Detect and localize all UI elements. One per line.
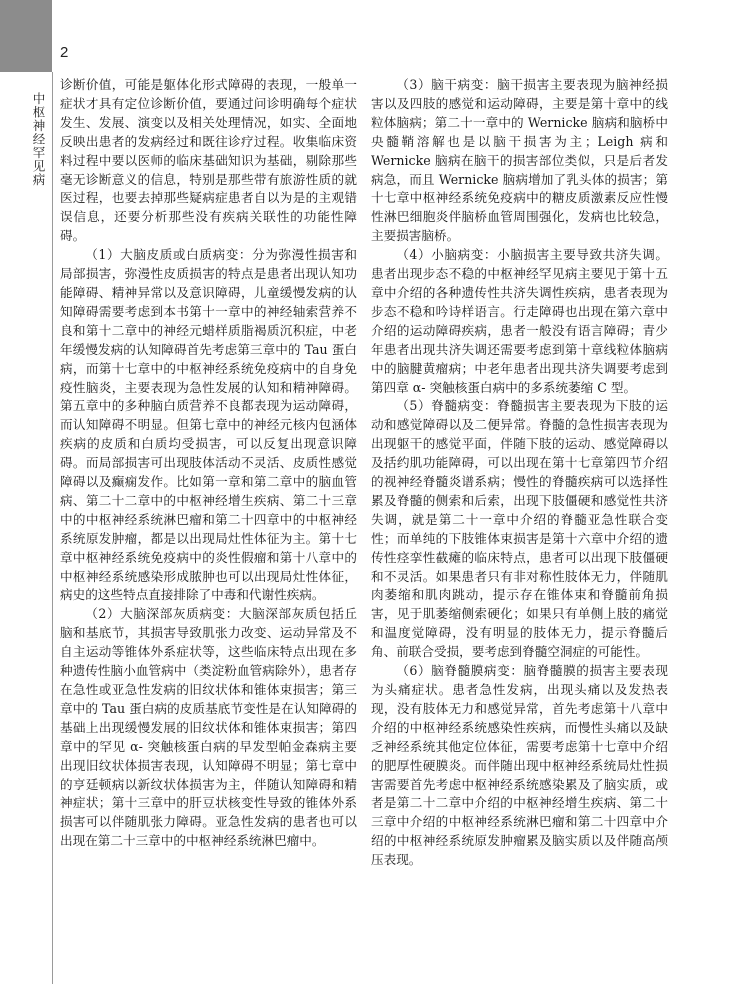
paragraph-intro-continued: 诊断价值，可能是躯体化形式障碍的表现，一般单一症状才具有定位诊断价值，要通过问诊明确每个症状发生、发展、演变以及相关处理情况，如实、全面地反映出患者的发病经过和既往诊疗过程。收集临床资料过程中要以医师的临床基础知识为基础，剔除那些毫无诊断意义的信息，特别是那些带有旅游性质的就医过程，也要去掉那些疑病症患者自以为是的主观错误信息，还要分析那些没有疾病关联性的功能性障碍。 bbox=[60, 77, 357, 244]
paragraph-cortex-white-matter: （1）大脑皮质或白质病变：分为弥漫性损害和局部损害，弥漫性皮质损害的特点是患者出现认知功能障碍、精神异常以及意识障碍，儿童缓慢发病的认知障碍需要考虑到本书第十一章中的神经轴索营养不良和第十二章中的神经元蜡样质脂褐质沉积症，中老年缓慢发病的认知障碍首先考虑第三章中的 Tau 蛋白病，而第十七章中的中枢神经系统免疫病中的自身免疫性脑炎，主要表现为急性发展的认知和精神障碍。第五章中的多种脑白质营养不良都表现为运动障碍，而认知障碍不明显。但第七章中的神经元核内包涵体疾病的皮质和白质均受损害，可以反复出现意识障碍。而局部损害可出现肢体活动不灵活、皮质性感觉障碍以及癫痫发作。比如第一章和第二章中的脑血管病、第二十二章中的中枢神经增生疾病、第二十三章中的中枢神经系统淋巴瘤和第二十四章中的中枢神经系统原发肿瘤，都是以出现局灶性体征为主。第十七章中枢神经系统免疫病中的炎性假瘤和第十八章中的中枢神经系统感染形成脓肿也可以出现局灶性体征，病史的这些特点直接排除了中毒和代谢性疾病。 bbox=[60, 247, 357, 603]
right-text-column bbox=[371, 76, 668, 870]
chapter-tab-block bbox=[0, 0, 52, 72]
page-number: 2 bbox=[60, 44, 69, 61]
paragraph-deep-gray-matter: （2）大脑深部灰质病变：大脑深部灰质包括丘脑和基底节，其损害导致肌张力改变、运动异常及不自主运动等锥体外系症状等，这些临床特点出现在多种遗传性脑小血管病中（类淀粉血管病除外），患者存在急性或亚急性发病的旧纹状体和锥体束损害；第三章中的 Tau 蛋白病的皮质基底节变性是在认知障碍的基础上出现缓慢发展的旧纹状体和锥体束损害；第四章中的罕见 α- 突触核蛋白病的早发型帕金森病主要出现旧纹状体损害表现，认知障碍不明显；第七章中的亨廷顿病以新纹状体损害为主，伴随认知障碍和精神症状；第十三章中的肝豆状核变性导致的锥体外系损害可以伴随肌张力障碍。亚急性发病的患者也可以出现在第二十三章中的中枢神经系统淋巴瘤中。 bbox=[60, 606, 357, 849]
paragraph-spinal-cord: （5）脊髓病变：脊髓损害主要表现为下肢的运动和感觉障碍以及二便异常。脊髓的急性损害表现为出现躯干的感觉平面，伴随下肢的运动、感觉障碍以及括约肌功能障碍，可以出现在第十七章第四节介绍的视神经脊髓炎谱系病；慢性的脊髓疾病可以选择性累及脊髓的侧索和后索，出现下肢僵硬和感觉性共济失调，就是第二十一章中介绍的脊髓亚急性联合变性；而单纯的下肢锥体束损害是第十六章中介绍的遗传性痉挛性截瘫的临床特点，患者可以出现下肢僵硬和不灵活。如果患者只有非对称性肢体无力，伴随肌肉萎缩和肌肉跳动，提示存在锥体束和脊髓前角损害，见于肌萎缩侧索硬化；如果只有单侧上肢的痛觉和温度觉障碍，没有明显的肢体无力，提示脊髓后角、前联合受损，要考虑到脊髓空洞症的可能性。 bbox=[371, 398, 668, 660]
paragraph-cerebellum: （4）小脑病变：小脑损害主要导致共济失调。患者出现步态不稳的中枢神经罕见病主要见于第十五章中介绍的各种遗传性共济失调性疾病，患者表现为步态不稳和吟诗样语言。行走障碍也出现在第六章中介绍的运动障碍疾病，患者一般没有语言障碍；青少年患者出现共济失调还需要考虑到第十章线粒体脑病中的脑腱黄瘤病；中老年患者出现共济失调要考虑到第四章 α- 突触核蛋白病中的多系统萎缩 C 型。 bbox=[371, 247, 668, 395]
chapter-running-title: 中枢神经罕见病 bbox=[31, 92, 46, 187]
paragraph-meninges: （6）脑脊髓膜病变：脑脊髓膜的损害主要表现为头痛症状。患者急性发病，出现头痛以及发热表现，没有肢体无力和感觉异常，首先考虑第十八章中介绍的中枢神经系统感染性疾病，而慢性头痛以及缺乏神经系统其他定位体征，需要考虑第十七章中介绍的肥厚性硬膜炎。而伴随出现中枢神经系统局灶性损害需要首先考虑中枢神经系统感染累及了脑实质，或者是第二十二章中介绍的中枢神经增生疾病、第二十三章中介绍的中枢神经系统淋巴瘤和第二十四章中介绍的中枢神经系统原发肿瘤累及脑实质以及伴随高颅压表现。 bbox=[371, 663, 668, 868]
left-text-column bbox=[60, 76, 357, 851]
margin-divider bbox=[52, 72, 53, 984]
paragraph-brainstem: （3）脑干病变：脑干损害主要表现为脑神经损害以及四肢的感觉和运动障碍，主要是第十章中的线粒体脑病；第二十一章中的 Wernicke 脑病和脑桥中央髓鞘溶解也是以脑干损害为主；Leigh 病和 Wernicke 脑病在脑干的损害部位类似，只是后者发病急，而且 Wernicke 脑病增加了乳头体的损害；第十七章中枢神经系统免疫病中的糖皮质激素反应性慢性淋巴细胞炎伴脑桥血管周围强化，发病也比较急，主要损害脑桥。 bbox=[371, 77, 668, 244]
